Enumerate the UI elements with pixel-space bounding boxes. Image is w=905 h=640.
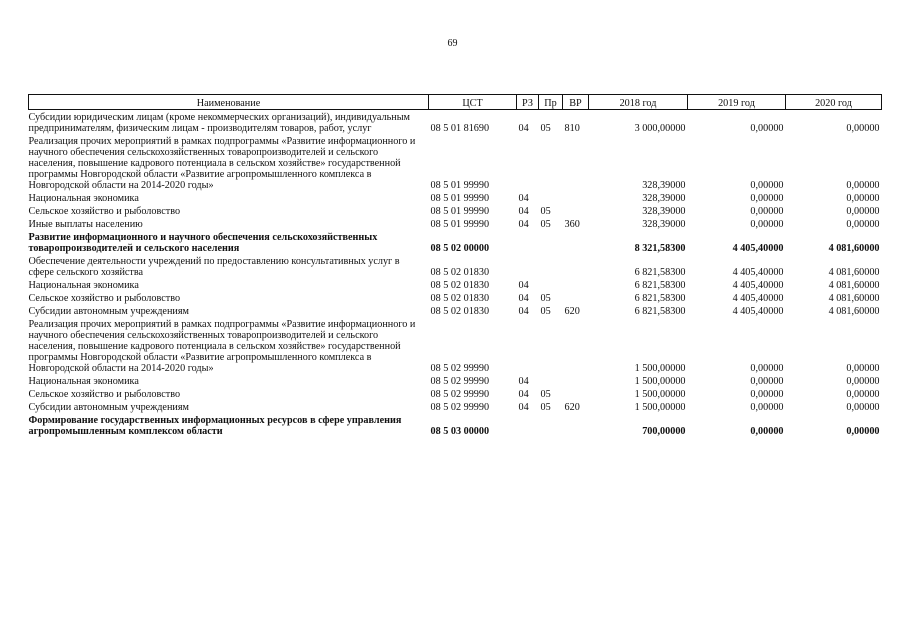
- row-cst-cell: 08 5 01 99990: [430, 206, 490, 217]
- row-pr-cell: [539, 230, 563, 254]
- row-name-cell: Иные выплаты населению: [28, 219, 143, 230]
- row-name-cell: Формирование государственных информационных ресурсов в сфере управления агропромышленным комплексом области: [28, 415, 402, 437]
- row-pr-cell: 05: [540, 293, 551, 304]
- row-rz-cell: 04: [518, 206, 529, 217]
- row-vr-cell: [563, 204, 589, 217]
- row-2018-cell: 6 821,58300: [634, 280, 686, 291]
- row-cst-cell: 08 5 01 81690: [430, 123, 490, 134]
- row-cst-cell: 08 5 01 99990: [430, 219, 490, 230]
- row-2018-cell: 1 500,00000: [634, 376, 686, 387]
- row-2018-cell: 328,39000: [642, 206, 686, 217]
- row-rz-cell: [517, 134, 539, 191]
- table-row: [29, 413, 882, 437]
- row-pr-cell: 05: [540, 402, 551, 413]
- row-name-cell: Национальная экономика: [28, 193, 139, 204]
- table-row: [29, 230, 882, 254]
- row-name-cell: Реализация прочих мероприятий в рамках подпрограммы «Развитие информационного и научного обеспечения сельскохозяйственных товаропроизводителей и сельского населения, повышение кадрового потенциала в сельском хозяйстве» государственной программы Новгородской области «Развитие агропромышленного комплекса в Новгородской области на 2014-2020 годы»: [28, 136, 416, 191]
- row-2019-cell: 0,00000: [750, 376, 784, 387]
- header-2018: 2018 год: [589, 95, 688, 110]
- row-pr-cell: [539, 191, 563, 204]
- row-cst-cell: 08 5 03 00000: [430, 426, 490, 437]
- row-2018-cell: 1 500,00000: [634, 402, 686, 413]
- row-cst-cell: 08 5 02 99990: [430, 402, 490, 413]
- row-vr-cell: 620: [564, 306, 580, 317]
- row-rz-cell: 04: [518, 306, 529, 317]
- row-2018-cell: 700,00000: [642, 426, 686, 437]
- row-2018-cell: 328,39000: [642, 219, 686, 230]
- row-rz-cell: 04: [518, 376, 529, 387]
- row-rz-cell: 04: [518, 280, 529, 291]
- table-row: [29, 217, 882, 230]
- row-vr-cell: [563, 291, 589, 304]
- row-name-cell: Обеспечение деятельности учреждений по предоставлению консультативных услуг в сфере сельского хозяйства: [28, 256, 400, 278]
- header-rz: РЗ: [517, 95, 539, 110]
- row-2019-cell: 0,00000: [750, 219, 784, 230]
- row-cst-cell: 08 5 02 99990: [430, 363, 490, 374]
- row-2020-cell: 4 081,60000: [828, 306, 880, 317]
- row-pr-cell: [539, 317, 563, 374]
- row-vr-cell: [563, 230, 589, 254]
- table-row: [29, 204, 882, 217]
- row-2020-cell: 4 081,60000: [828, 293, 880, 304]
- row-vr-cell: 360: [564, 219, 580, 230]
- row-cst-cell: 08 5 02 99990: [430, 376, 490, 387]
- page-number: 69: [447, 38, 458, 49]
- row-2019-cell: 4 405,40000: [732, 243, 784, 254]
- row-pr-cell: 05: [540, 206, 551, 217]
- row-2020-cell: 0,00000: [846, 193, 880, 204]
- table-row: [29, 278, 882, 291]
- row-2019-cell: 0,00000: [750, 123, 784, 134]
- table-row: [29, 317, 882, 374]
- table-row: [29, 110, 882, 135]
- table-row: [29, 291, 882, 304]
- row-2018-cell: 6 821,58300: [634, 293, 686, 304]
- row-2020-cell: 0,00000: [846, 389, 880, 400]
- table-row: [29, 400, 882, 413]
- row-name-cell: Субсидии автономным учреждениям: [28, 402, 189, 413]
- header-vr: ВР: [563, 95, 589, 110]
- row-2019-cell: 4 405,40000: [732, 306, 784, 317]
- row-cst-cell: 08 5 02 01830: [430, 306, 490, 317]
- row-2018-cell: 8 321,58300: [634, 243, 686, 254]
- row-vr-cell: [563, 134, 589, 191]
- row-pr-cell: 05: [540, 306, 551, 317]
- row-rz-cell: [517, 413, 539, 437]
- row-rz-cell: [517, 230, 539, 254]
- row-cst-cell: 08 5 02 99990: [430, 389, 490, 400]
- row-2019-cell: 4 405,40000: [732, 293, 784, 304]
- row-2020-cell: 0,00000: [846, 219, 880, 230]
- table-row: [29, 191, 882, 204]
- row-rz-cell: 04: [518, 293, 529, 304]
- header-pr: Пр: [539, 95, 563, 110]
- row-pr-cell: 05: [540, 219, 551, 230]
- row-2019-cell: 0,00000: [750, 193, 784, 204]
- row-2019-cell: 0,00000: [750, 389, 784, 400]
- table-row: [29, 374, 882, 387]
- row-2019-cell: 4 405,40000: [732, 280, 784, 291]
- row-cst-cell: 08 5 01 99990: [430, 193, 490, 204]
- row-pr-cell: [539, 413, 563, 437]
- row-2020-cell: 4 081,60000: [828, 280, 880, 291]
- row-rz-cell: [517, 317, 539, 374]
- row-rz-cell: [517, 254, 539, 278]
- row-2019-cell: 4 405,40000: [732, 267, 784, 278]
- row-vr-cell: [563, 413, 589, 437]
- row-name-cell: Развитие информационного и научного обеспечения сельскохозяйственных товаропроизводителей и сельского населения: [28, 232, 378, 254]
- row-2019-cell: 0,00000: [750, 426, 784, 437]
- table-row: [29, 387, 882, 400]
- row-vr-cell: [563, 387, 589, 400]
- row-2018-cell: 328,39000: [642, 180, 686, 191]
- row-cst-cell: 08 5 02 01830: [430, 293, 490, 304]
- row-2018-cell: 6 821,58300: [634, 267, 686, 278]
- header-2020: 2020 год: [786, 95, 882, 110]
- row-2018-cell: 6 821,58300: [634, 306, 686, 317]
- row-vr-cell: [563, 278, 589, 291]
- row-2020-cell: 0,00000: [846, 426, 880, 437]
- row-vr-cell: [563, 317, 589, 374]
- row-2020-cell: 0,00000: [846, 402, 880, 413]
- row-2018-cell: 1 500,00000: [634, 389, 686, 400]
- row-2020-cell: 4 081,60000: [828, 243, 880, 254]
- row-pr-cell: [539, 254, 563, 278]
- row-pr-cell: [539, 134, 563, 191]
- header-2019: 2019 год: [688, 95, 786, 110]
- row-2018-cell: 1 500,00000: [634, 363, 686, 374]
- row-2020-cell: 0,00000: [846, 180, 880, 191]
- row-vr-cell: [563, 191, 589, 204]
- row-2018-cell: 3 000,00000: [634, 123, 686, 134]
- row-pr-cell: 05: [540, 123, 551, 134]
- row-cst-cell: 08 5 02 01830: [430, 280, 490, 291]
- table-row: [29, 304, 882, 317]
- row-2019-cell: 0,00000: [750, 402, 784, 413]
- row-rz-cell: 04: [518, 193, 529, 204]
- row-name-cell: Субсидии автономным учреждениям: [28, 306, 189, 317]
- table-row: [29, 134, 882, 191]
- row-2020-cell: 0,00000: [846, 206, 880, 217]
- row-vr-cell: 620: [564, 402, 580, 413]
- row-name-cell: Национальная экономика: [28, 376, 139, 387]
- row-name-cell: Сельское хозяйство и рыболовство: [28, 206, 181, 217]
- row-cst-cell: 08 5 02 01830: [430, 267, 490, 278]
- header-cst: ЦСТ: [429, 95, 517, 110]
- table-header-row: [29, 95, 882, 110]
- row-2019-cell: 0,00000: [750, 363, 784, 374]
- row-2018-cell: 328,39000: [642, 193, 686, 204]
- row-2020-cell: 0,00000: [846, 363, 880, 374]
- row-2020-cell: 0,00000: [846, 376, 880, 387]
- row-name-cell: Реализация прочих мероприятий в рамках подпрограммы «Развитие информационного и научного обеспечения сельскохозяйственных товаропроизводителей и сельского населения, повышение кадрового потенциала в сельском хозяйстве» государственной программы Новгородской области «Развитие агропромышленного комплекса в Новгородской области на 2014-2020 годы»: [28, 319, 416, 374]
- row-2020-cell: 4 081,60000: [828, 267, 880, 278]
- row-vr-cell: [563, 374, 589, 387]
- row-pr-cell: 05: [540, 389, 551, 400]
- row-vr-cell: [563, 254, 589, 278]
- row-rz-cell: 04: [518, 219, 529, 230]
- header-name: Наименование: [29, 95, 429, 110]
- row-cst-cell: 08 5 02 00000: [430, 243, 490, 254]
- row-rz-cell: 04: [518, 389, 529, 400]
- budget-table: [28, 94, 882, 437]
- row-name-cell: Субсидии юридическим лицам (кроме некоммерческих организаций), индивидуальным предпринимателям, физическим лицам - производителям товаров, работ, услуг: [28, 112, 410, 134]
- row-2019-cell: 0,00000: [750, 180, 784, 191]
- row-cst-cell: 08 5 01 99990: [430, 180, 490, 191]
- row-pr-cell: [539, 374, 563, 387]
- row-rz-cell: 04: [518, 123, 529, 134]
- row-vr-cell: 810: [564, 123, 580, 134]
- row-name-cell: Национальная экономика: [28, 280, 139, 291]
- row-2020-cell: 0,00000: [846, 123, 880, 134]
- row-pr-cell: [539, 278, 563, 291]
- table-row: [29, 254, 882, 278]
- row-name-cell: Сельское хозяйство и рыболовство: [28, 293, 181, 304]
- row-2019-cell: 0,00000: [750, 206, 784, 217]
- row-rz-cell: 04: [518, 402, 529, 413]
- row-name-cell: Сельское хозяйство и рыболовство: [28, 389, 181, 400]
